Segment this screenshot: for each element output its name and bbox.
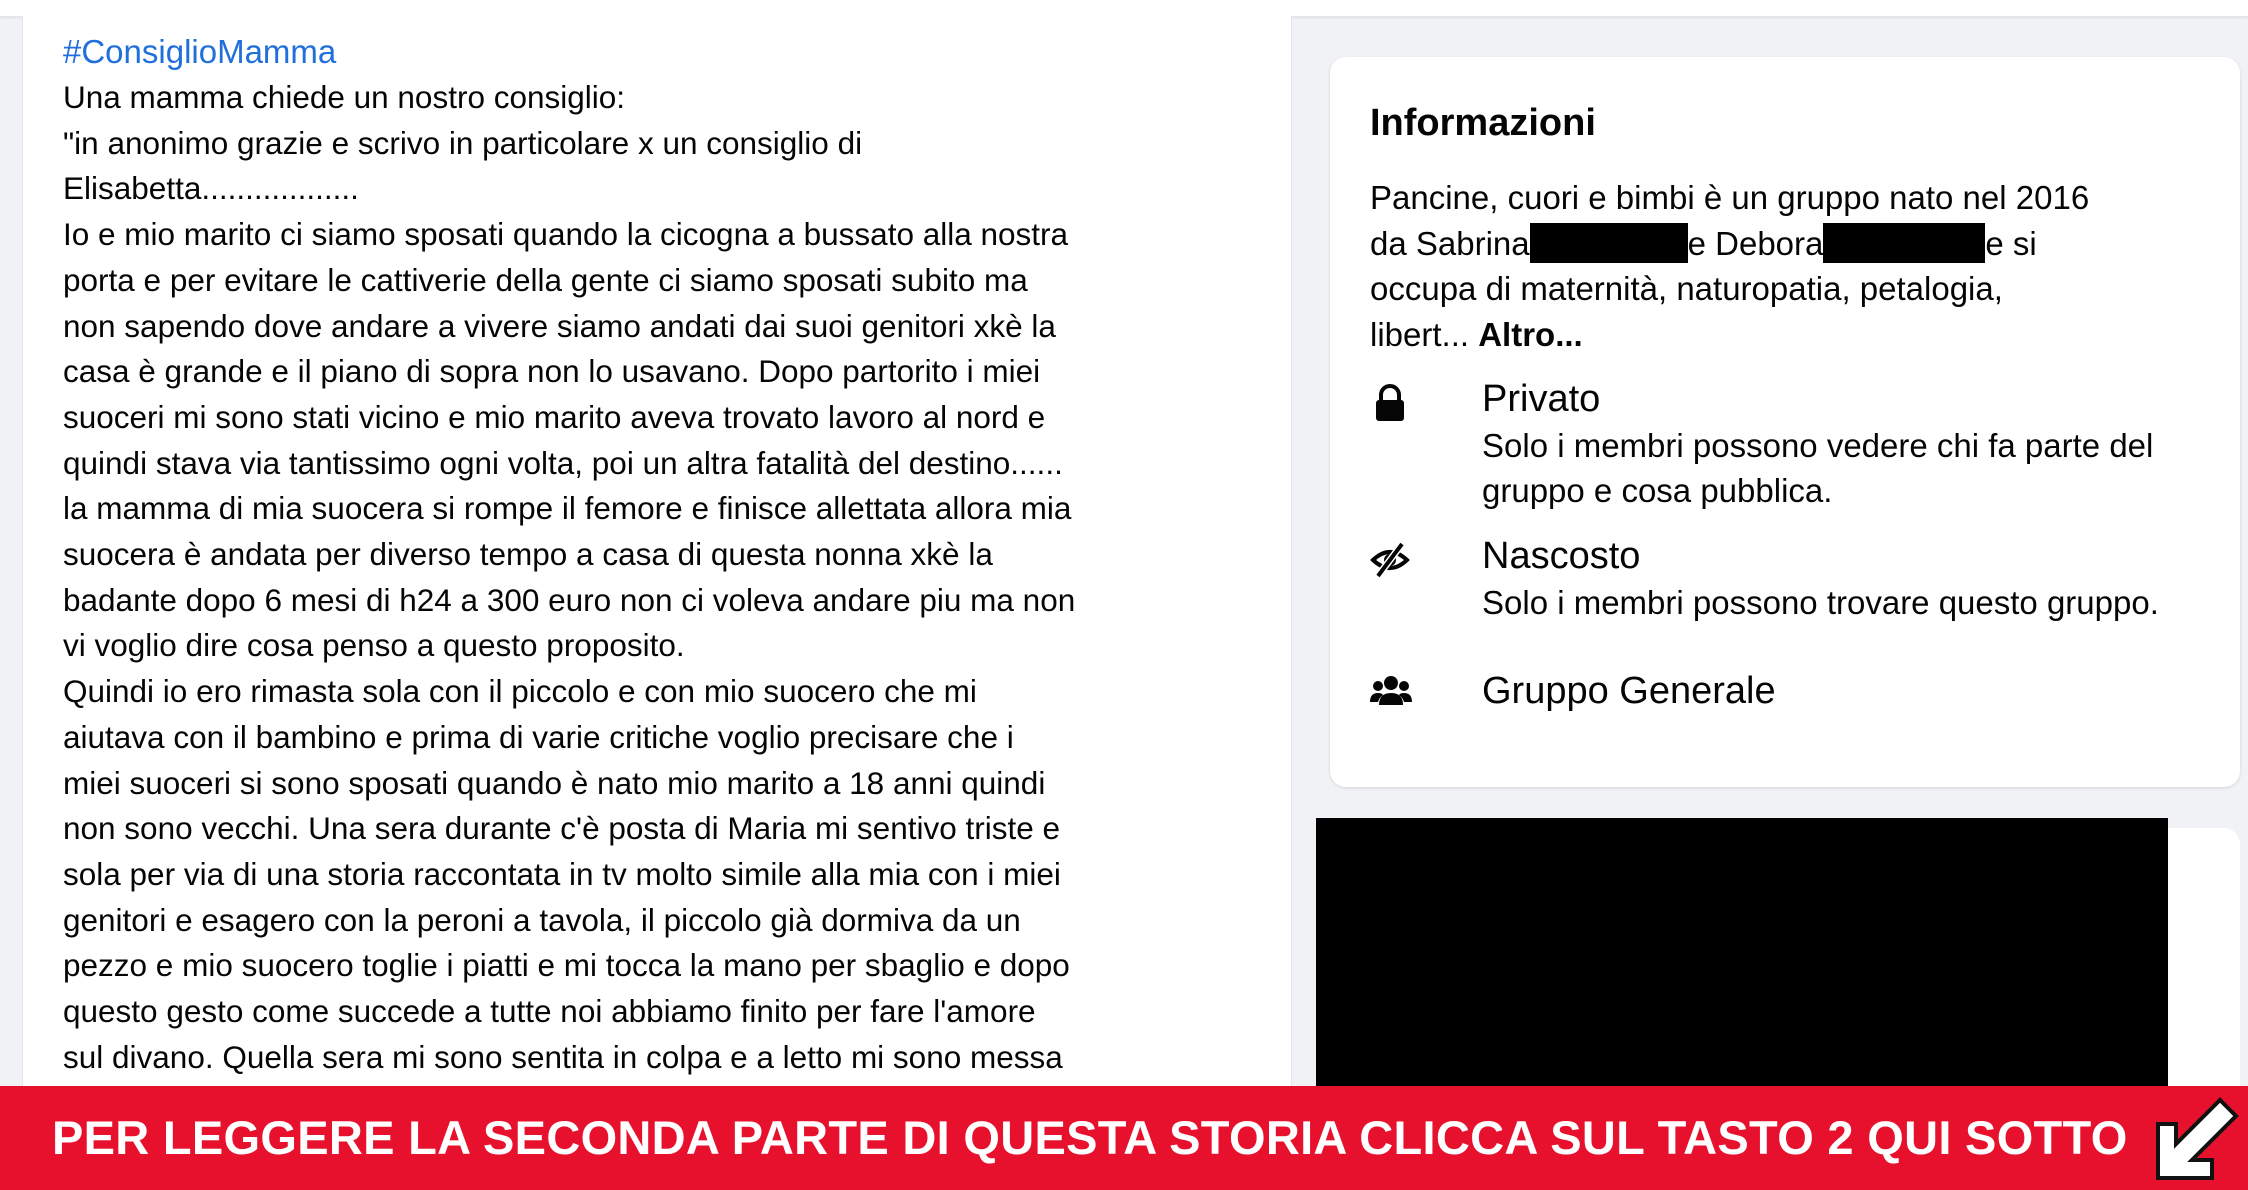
post-text-line: non sapendo dove andare a vivere siamo andati dai suoi genitori xkè la [63,307,1056,344]
group-description [1370,175,2230,357]
lock-icon [1370,383,1410,423]
info-title: Informazioni [1370,102,1596,144]
call-to-action-banner[interactable] [0,1086,2248,1190]
description-text: libert... [1370,315,1470,353]
description-line: Pancine, cuori e bimbi è un gruppo nato nel 2016 [1370,179,2090,216]
eye-slash-icon [1370,540,1410,580]
description-text: e si [1985,224,2037,262]
see-more-link[interactable]: Altro... [1478,315,1583,353]
post-text-line: casa è grande e il piano di sopra non lo usavano. Dopo partorito i miei [63,353,1041,390]
post-text-line: porta e per evitare le cattiverie della gente ci siamo sposati subito ma [63,261,1028,298]
post-text-line: genitori e esagero con la peroni a tavola, il piccolo già dormiva da un [63,901,1021,938]
top-bar [0,0,2248,17]
group-type-title: Gruppo Generale [1482,670,1776,712]
visibility-row [1370,532,2230,632]
group-info-card [1330,57,2240,787]
privacy-description: Solo i membri possono vedere chi fa parte del [1482,427,2154,464]
post-text-line: Io e mio marito ci siamo sposati quando la cicogna a bussato alla nostra [63,216,1069,253]
post-text-line: badante dopo 6 mesi di h24 a 300 euro non ci voleva andare piu ma non [63,581,1076,618]
post-text-line: "in anonimo grazie e scrivo in particolare x un consiglio di [63,124,863,161]
group-icon [1370,671,1410,711]
post-text-line: la mamma di mia suocera si rompe il femore e finisce allettata allora mia [63,490,1072,527]
description-line: occupa di maternità, naturopatia, petalogia, [1370,270,2003,307]
post-text-line: quindi stava via tantissimo ogni volta, poi un altra fatalità del destino...... [63,444,1063,481]
post-text-line: sola per via di una storia raccontata in tv molto simile alla mia con i miei [63,855,1061,892]
post-text-line: vi voglio dire cosa penso a questo proposito. [63,627,685,664]
banner-text: PER LEGGERE LA SECONDA PARTE DI QUESTA STORIA CLICCA SUL TASTO 2 QUI SOTTO [52,1111,2128,1164]
redaction-box [1530,223,1688,263]
privacy-row [1370,375,2230,509]
post-text-line: pezzo e mio suocero toglie i piatti e mi tocca la mano per sbaglio e dopo [63,947,1070,984]
privacy-description: gruppo e cosa pubblica. [1482,472,1833,509]
hashtag-link[interactable]: #ConsiglioMamma [63,33,337,70]
description-line [1370,221,2230,267]
post-text-line: suoceri mi sono stati vicino e mio marito aveva trovato lavoro al nord e [63,398,1046,435]
description-text: da Sabrina [1370,224,1530,262]
visibility-description: Solo i membri possono trovare questo gruppo. [1482,584,2159,621]
post-text-line: suocera è andata per diverso tempo a casa di questa nonna xkè la [63,536,993,573]
post-text-line: Quindi io ero rimasta sola con il piccolo e con mio suocero che mi [63,673,977,710]
post-text-line: Una mamma chiede un nostro consiglio: [63,79,626,115]
post-body [23,16,1291,1080]
description-text: e Debora [1687,224,1824,262]
group-type-row [1370,667,2230,717]
arrow-down-left-icon [2150,1094,2242,1184]
post-text-line: non sono vecchi. Una sera durante c'è posta di Maria mi sentivo triste e [63,810,1061,847]
privacy-title: Privato [1482,378,1601,420]
post-text-line: questo gesto come succede a tutte noi abbiamo finito per fare l'amore [63,993,1036,1030]
post-text-line: sul divano. Quella sera mi sono sentita in colpa e a letto mi sono messa [63,1038,1063,1075]
redaction-box [1823,223,1985,263]
post-text-line: miei suoceri si sono sposati quando è nato mio marito a 18 anni quindi [63,764,1046,801]
redacted-image [1316,818,2168,1098]
visibility-title: Nascosto [1482,535,1641,577]
post-card [22,16,1292,1096]
post-text-line: Elisabetta.................. [63,170,359,207]
post-text-line: aiutava con il bambino e prima di varie critiche voglio precisare che i [63,718,1014,755]
description-line [1370,312,2230,358]
